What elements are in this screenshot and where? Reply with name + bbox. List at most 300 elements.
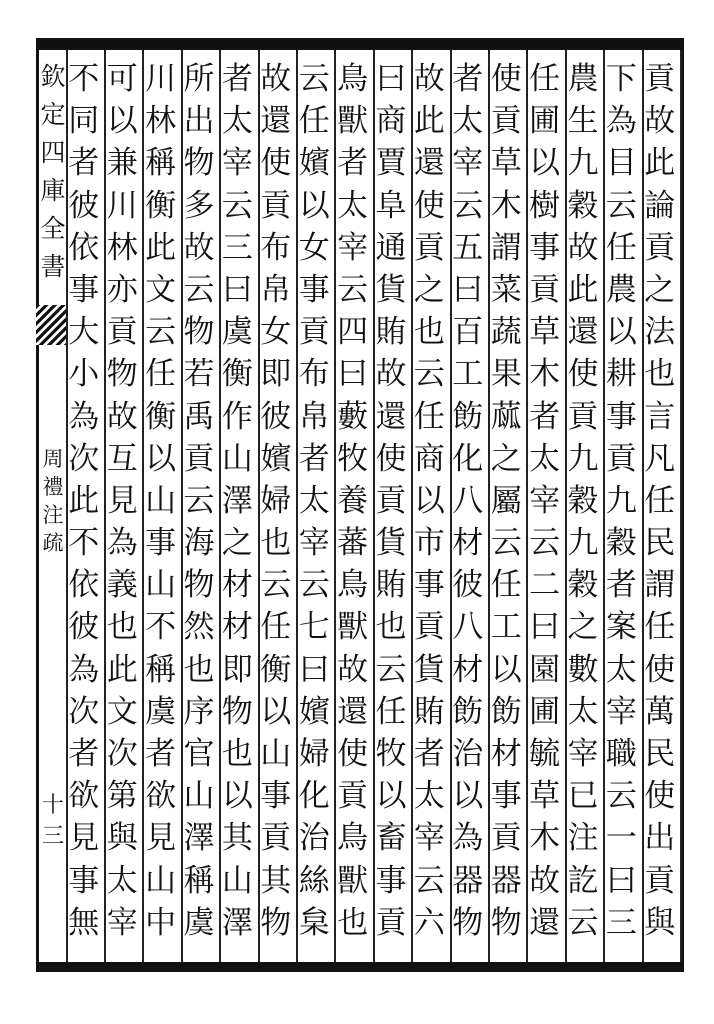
glyph: 宰 (221, 145, 253, 182)
glyph: 言 (644, 398, 676, 435)
glyph: 云 (298, 61, 330, 97)
glyph: 太 (567, 693, 599, 730)
glyph: 以 (490, 651, 522, 688)
glyph: 禮 (42, 475, 64, 499)
glyph: 使 (375, 440, 407, 477)
glyph: 賈 (375, 145, 407, 182)
glyph: 樹 (529, 187, 561, 224)
glyph: 民 (644, 525, 676, 562)
glyph: 云 (490, 525, 522, 562)
glyph: 彼 (68, 187, 100, 224)
glyph: 使 (260, 145, 292, 182)
glyph: 川 (106, 187, 138, 224)
glyph: 同 (68, 103, 100, 140)
glyph: 事 (298, 271, 330, 308)
text-column (295, 58, 333, 944)
glyph: 婦 (260, 482, 292, 519)
glyph: 太 (337, 187, 369, 224)
glyph: 太 (298, 482, 330, 519)
glyph: 也 (183, 651, 215, 688)
glyph: 事 (145, 525, 177, 562)
text-column (257, 58, 295, 944)
glyph: 賄 (375, 314, 407, 351)
glyph: 帛 (260, 271, 292, 308)
glyph: 四 (40, 138, 66, 167)
glyph: 穀 (567, 482, 599, 519)
glyph: 稱 (145, 651, 177, 688)
glyph: 蓏 (490, 398, 522, 435)
glyph: 物 (183, 567, 215, 604)
glyph: 飭 (452, 693, 484, 730)
glyph: 貢 (337, 778, 369, 815)
glyph: 案 (605, 609, 637, 646)
glyph: 任 (298, 103, 330, 140)
glyph: 民 (644, 736, 676, 772)
glyph: 山 (145, 862, 177, 899)
glyph: 見 (68, 820, 100, 857)
glyph: 九 (605, 482, 637, 519)
glyph: 以 (452, 778, 484, 815)
glyph: 曰 (529, 609, 561, 646)
glyph: 任 (605, 229, 637, 266)
glyph: 化 (298, 778, 330, 815)
glyph: 果 (490, 356, 522, 393)
glyph: 鳥 (337, 61, 369, 97)
glyph: 材 (452, 525, 484, 562)
glyph: 婦 (298, 736, 330, 772)
glyph: 畜 (375, 820, 407, 857)
glyph: 小 (68, 356, 100, 393)
glyph: 鳥 (337, 567, 369, 604)
glyph: 大 (68, 314, 100, 351)
glyph: 稱 (183, 862, 215, 899)
glyph: 山 (145, 567, 177, 604)
glyph: 若 (183, 356, 215, 393)
glyph: 農 (567, 61, 599, 97)
glyph: 宰 (529, 482, 561, 519)
glyph: 以 (298, 187, 330, 224)
folio-number: 十三 (41, 793, 64, 849)
glyph: 海 (183, 525, 215, 562)
glyph: 物 (221, 693, 253, 730)
glyph: 牧 (337, 440, 369, 477)
glyph: 林 (145, 103, 177, 140)
glyph: 賄 (375, 567, 407, 604)
glyph: 材 (452, 651, 484, 688)
text-column (525, 58, 563, 944)
glyph: 菜 (490, 271, 522, 308)
glyph: 鳥 (337, 820, 369, 857)
glyph: 官 (183, 736, 215, 772)
glyph: 太 (413, 778, 445, 815)
glyph: 草 (529, 778, 561, 815)
glyph: 以 (529, 145, 561, 182)
text-column (103, 58, 141, 944)
glyph: 嬪 (298, 693, 330, 730)
glyph: 云 (183, 271, 215, 308)
glyph: 還 (375, 398, 407, 435)
glyph: 作 (221, 398, 253, 435)
glyph: 宰 (567, 736, 599, 772)
glyph: 故 (375, 356, 407, 393)
glyph: 不 (145, 609, 177, 646)
glyph: 器 (452, 862, 484, 899)
glyph: 布 (298, 356, 330, 393)
glyph: 宰 (605, 693, 637, 730)
glyph: 獸 (337, 862, 369, 899)
glyph: 曰 (221, 271, 253, 308)
glyph: 賄 (413, 693, 445, 730)
text-column (180, 58, 218, 944)
glyph: 材 (221, 609, 253, 646)
glyph: 耕 (605, 356, 637, 393)
glyph: 一 (605, 820, 637, 857)
glyph: 澤 (183, 820, 215, 857)
glyph: 下 (605, 61, 637, 97)
glyph: 衡 (221, 356, 253, 393)
glyph: 也 (106, 609, 138, 646)
glyph: 定 (40, 100, 66, 129)
glyph: 欲 (68, 778, 100, 815)
glyph: 云 (567, 904, 599, 941)
glyph: 山 (221, 862, 253, 899)
glyph: 次 (68, 693, 100, 730)
glyph: 嬪 (298, 145, 330, 182)
glyph: 任 (644, 482, 676, 519)
glyph: 為 (605, 103, 637, 140)
glyph: 材 (490, 736, 522, 772)
glyph: 任 (260, 609, 292, 646)
glyph: 者 (452, 61, 484, 97)
glyph: 周 (42, 447, 64, 471)
glyph: 此 (567, 271, 599, 308)
text-column (487, 58, 525, 944)
glyph: 林 (106, 229, 138, 266)
glyph: 貢 (644, 229, 676, 266)
glyph: 任 (529, 61, 561, 97)
glyph: 女 (260, 314, 292, 351)
glyph: 貢 (605, 440, 637, 477)
glyph: 以 (413, 482, 445, 519)
glyph: 太 (452, 103, 484, 140)
glyph: 見 (145, 820, 177, 857)
glyph: 穀 (605, 525, 637, 562)
glyph: 萬 (644, 693, 676, 730)
glyph: 園 (529, 651, 561, 688)
book-title (40, 445, 66, 557)
glyph: 穀 (567, 567, 599, 604)
glyph: 使 (490, 61, 522, 97)
text-column (602, 58, 640, 944)
glyph: 職 (605, 736, 637, 772)
glyph: 之 (490, 440, 522, 477)
glyph: 此 (644, 145, 676, 182)
glyph: 衡 (260, 651, 292, 688)
glyph: 貨 (413, 651, 445, 688)
glyph: 謂 (490, 229, 522, 266)
glyph: 故 (567, 229, 599, 266)
glyph: 貢 (375, 904, 407, 941)
glyph: 為 (68, 398, 100, 435)
glyph: 太 (529, 440, 561, 477)
glyph: 稱 (145, 145, 177, 182)
glyph: 即 (260, 356, 292, 393)
glyph: 義 (106, 567, 138, 604)
glyph: 依 (68, 229, 100, 266)
frame-bottom-border (36, 962, 684, 972)
glyph: 事 (68, 862, 100, 899)
glyph: 川 (145, 61, 177, 97)
glyph: 藪 (337, 398, 369, 435)
glyph: 凡 (644, 440, 676, 477)
glyph: 以 (106, 103, 138, 140)
glyph: 也 (413, 314, 445, 351)
glyph: 太 (106, 862, 138, 899)
glyph: 為 (452, 820, 484, 857)
glyph: 第 (106, 778, 138, 815)
glyph: 中 (145, 904, 177, 941)
glyph: 通 (375, 229, 407, 266)
glyph: 者 (605, 567, 637, 604)
glyph: 以 (605, 314, 637, 351)
glyph: 見 (106, 482, 138, 519)
glyph: 九 (567, 525, 599, 562)
glyph: 也 (221, 736, 253, 772)
glyph: 序 (183, 693, 215, 730)
glyph: 女 (298, 229, 330, 266)
glyph: 然 (183, 609, 215, 646)
glyph: 木 (490, 187, 522, 224)
glyph: 亦 (106, 271, 138, 308)
glyph: 帛 (298, 398, 330, 435)
glyph: 與 (106, 820, 138, 857)
glyph: 澤 (221, 904, 253, 941)
glyph: 者 (298, 440, 330, 477)
glyph: 虞 (221, 314, 253, 351)
glyph: 云 (413, 356, 445, 393)
glyph: 還 (337, 693, 369, 730)
glyph: 任 (375, 693, 407, 730)
glyph: 曰 (605, 862, 637, 899)
glyph: 生 (567, 103, 599, 140)
glyph: 貢 (106, 314, 138, 351)
glyph: 任 (490, 567, 522, 604)
glyph: 治 (298, 820, 330, 857)
glyph: 之 (413, 271, 445, 308)
glyph: 山 (183, 778, 215, 815)
glyph: 貢 (490, 820, 522, 857)
glyph: 者 (221, 61, 253, 97)
glyph: 九 (567, 440, 599, 477)
glyph: 以 (375, 778, 407, 815)
glyph: 故 (260, 61, 292, 97)
glyph: 謂 (644, 567, 676, 604)
glyph: 此 (413, 103, 445, 140)
glyph: 物 (183, 314, 215, 351)
glyph: 毓 (529, 736, 561, 772)
glyph: 曰 (298, 651, 330, 688)
glyph: 還 (260, 103, 292, 140)
glyph: 此 (68, 482, 100, 519)
glyph: 任 (644, 609, 676, 646)
glyph: 草 (490, 145, 522, 182)
glyph: 任 (413, 398, 445, 435)
glyph: 已 (567, 778, 599, 815)
glyph: 八 (452, 482, 484, 519)
glyph: 云 (452, 187, 484, 224)
glyph: 事 (413, 567, 445, 604)
glyph: 八 (452, 609, 484, 646)
glyph: 目 (605, 145, 637, 182)
glyph: 也 (644, 356, 676, 393)
glyph: 與 (644, 904, 676, 941)
glyph: 太 (605, 651, 637, 688)
text-column (449, 58, 487, 944)
glyph: 物 (260, 904, 292, 941)
glyph: 屬 (490, 482, 522, 519)
glyph: 互 (106, 440, 138, 477)
glyph: 云 (221, 187, 253, 224)
glyph: 貢 (260, 820, 292, 857)
glyph: 四 (337, 314, 369, 351)
glyph: 者 (68, 736, 100, 772)
glyph: 山 (145, 482, 177, 519)
glyph: 云 (337, 271, 369, 308)
glyph: 山 (260, 736, 292, 772)
glyph: 貢 (567, 398, 599, 435)
glyph: 商 (375, 103, 407, 140)
glyph: 獸 (337, 103, 369, 140)
glyph: 以 (260, 693, 292, 730)
glyph: 疏 (42, 531, 64, 555)
library-title (38, 58, 68, 286)
glyph: 書 (40, 252, 66, 281)
glyph: 物 (106, 356, 138, 393)
glyph: 者 (413, 736, 445, 772)
glyph: 云 (413, 862, 445, 899)
glyph: 者 (68, 145, 100, 182)
glyph: 宰 (298, 525, 330, 562)
glyph: 使 (644, 778, 676, 815)
text-column (333, 58, 371, 944)
glyph: 全 (40, 214, 66, 243)
glyph: 為 (68, 651, 100, 688)
glyph: 木 (529, 356, 561, 393)
glyph: 使 (413, 187, 445, 224)
glyph: 市 (413, 525, 445, 562)
text-column (410, 58, 448, 944)
glyph: 次 (68, 440, 100, 477)
glyph: 牧 (375, 736, 407, 772)
glyph: 事 (529, 229, 561, 266)
glyph: 衡 (145, 187, 177, 224)
glyph: 者 (337, 145, 369, 182)
glyph: 貢 (375, 482, 407, 519)
glyph: 貨 (375, 271, 407, 308)
text-column (372, 58, 410, 944)
text-column (141, 58, 179, 944)
glyph: 事 (605, 398, 637, 435)
glyph: 也 (260, 525, 292, 562)
glyph: 物 (183, 145, 215, 182)
glyph: 太 (221, 103, 253, 140)
glyph: 材 (221, 567, 253, 604)
glyph: 草 (529, 314, 561, 351)
glyph: 工 (490, 609, 522, 646)
glyph: 貢 (298, 314, 330, 351)
glyph: 數 (567, 651, 599, 688)
glyph: 二 (529, 567, 561, 604)
glyph: 者 (145, 736, 177, 772)
glyph: 云 (605, 778, 637, 815)
text-column (65, 58, 103, 944)
glyph: 論 (644, 187, 676, 224)
glyph: 即 (221, 651, 253, 688)
glyph: 圃 (529, 693, 561, 730)
glyph: 曰 (337, 356, 369, 393)
glyph: 事 (260, 778, 292, 815)
glyph: 為 (106, 525, 138, 562)
glyph: 貢 (413, 609, 445, 646)
glyph: 故 (183, 229, 215, 266)
glyph: 圃 (529, 103, 561, 140)
glyph: 山 (221, 440, 253, 477)
glyph: 九 (567, 145, 599, 182)
glyph: 彼 (452, 567, 484, 604)
glyph: 依 (68, 567, 100, 604)
glyph: 事 (375, 862, 407, 899)
glyph: 庫 (40, 176, 66, 205)
glyph: 欽 (40, 62, 66, 91)
glyph: 絲 (298, 862, 330, 899)
glyph: 飭 (452, 398, 484, 435)
glyph: 貢 (490, 103, 522, 140)
glyph: 故 (413, 61, 445, 97)
glyph: 云 (375, 651, 407, 688)
glyph: 穀 (567, 187, 599, 224)
glyph: 獸 (337, 609, 369, 646)
glyph: 次 (106, 736, 138, 772)
text-column (641, 58, 679, 944)
frame-top-border (36, 38, 684, 50)
glyph: 其 (221, 820, 253, 857)
glyph: 貢 (413, 229, 445, 266)
glyph: 也 (337, 904, 369, 941)
glyph: 三 (605, 904, 637, 941)
glyph: 還 (413, 145, 445, 182)
glyph: 化 (452, 440, 484, 477)
glyph: 禹 (183, 398, 215, 435)
glyph: 治 (452, 736, 484, 772)
glyph: 衡 (145, 398, 177, 435)
glyph: 使 (337, 736, 369, 772)
glyph: 宰 (106, 904, 138, 941)
glyph: 嬪 (260, 440, 292, 477)
glyph: 此 (145, 229, 177, 266)
glyph: 事 (68, 271, 100, 308)
glyph: 還 (529, 904, 561, 941)
glyph: 之 (567, 609, 599, 646)
glyph: 虞 (183, 904, 215, 941)
glyph: 貢 (260, 187, 292, 224)
glyph: 之 (644, 271, 676, 308)
glyph: 不 (68, 61, 100, 97)
glyph: 曰 (375, 61, 407, 97)
glyph: 訖 (567, 862, 599, 899)
glyph: 事 (490, 778, 522, 815)
glyph: 農 (605, 271, 637, 308)
glyph: 多 (183, 187, 215, 224)
